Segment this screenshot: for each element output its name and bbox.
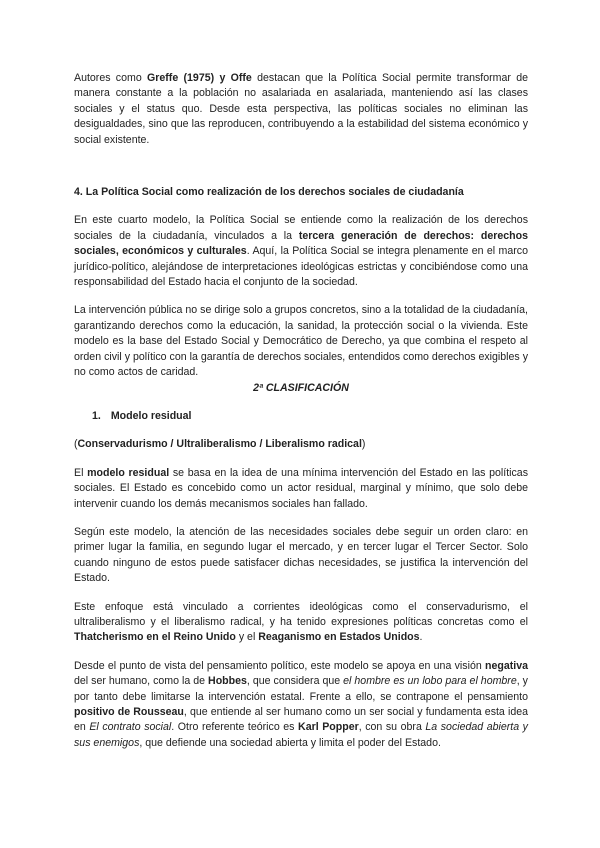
paragraph-greffe-offe	[74, 71, 528, 148]
bold-text: Thatcherismo en el Reino Unido	[74, 631, 236, 644]
text: se basa en la idea de una mínima intervención del Estado en las políticas sociales. El Estado es concebido como un actor residual, marginal y mínimo, que solo debe intervenir cuando los demás mecanismos sociales han fallado.	[74, 466, 528, 510]
paragraph-ideological-currents	[74, 600, 528, 646]
italic-text: El contrato social	[89, 721, 172, 734]
list-number: 1.	[92, 409, 101, 422]
bold-text: tercera generación de derechos: derechos sociales, económicos y culturales	[74, 229, 528, 258]
text: El	[74, 466, 88, 479]
section-4-title: 4. La Política Social como realización de los derechos sociales de ciudadanía	[74, 186, 464, 199]
text: En este cuarto modelo, la Política Social se entiende como la realización de los derechos sociales de la ciudadanía, vinculados a la	[74, 214, 528, 242]
paragraph-residual-definition	[74, 466, 528, 512]
paragraph-order-of-needs: Según este modelo, la atención de las necesidades sociales debe seguir un orden claro: en primer lugar la familia, en segundo lugar el mercado, y en tercer lugar el Tercer Sector. Solo cuando ninguno de estos puede satisfacer dichas necesidades, se justifica la intervención del Estado.	[74, 525, 528, 585]
subtitle-ideologies	[74, 437, 528, 452]
bold-text: Reaganismo en Estados Unidos	[258, 631, 420, 644]
text: Autores como	[74, 72, 148, 84]
bold-text: Conservadurismo / Ultraliberalismo / Liberalismo radical	[77, 438, 362, 451]
text: . Otro referente teórico es	[171, 721, 299, 734]
list-label: Modelo residual	[110, 409, 192, 422]
italic-text: La sociedad abierta y sus enemigos	[74, 721, 528, 749]
text: y el	[235, 631, 259, 644]
text: , que entiende al ser humano como un ser social y fundamenta esta idea en	[74, 706, 528, 734]
text: , y por tanto debe limitarse la intervención estatal. Frente a ello, se contrapone el pensamiento	[74, 675, 528, 703]
list-item-residual-model	[92, 409, 528, 424]
text: , que defiende una sociedad abierta y limita el poder del Estado.	[139, 736, 441, 749]
text: .	[419, 631, 423, 644]
bold-text: Karl Popper	[298, 721, 359, 734]
bold-text: negativa	[485, 659, 528, 672]
text: (	[74, 438, 78, 451]
paragraph-public-intervention: La intervención pública no se dirige solo a grupos concretos, sino a la totalidad de la ciudadanía, garantizando derechos como la educación, la sanidad, la protección social o la vivienda. Este modelo es la base del Estado Social y Democrático de Derecho, ya que combina el respeto al orden civil y político con la garantía de derechos sociales, entendidos como derechos exigibles y no como actos de caridad.	[74, 304, 528, 379]
text: destacan que la Política Social permite transformar de manera constante a la población no asalariada en asalariada, manteniendo así las clases sociales y el status quo. Desde esta perspectiva, las políticas sociales no eliminan las desigualdades, sino que las reproducen, contribuyendo a la estabilidad del sistema económico y social existente.	[74, 72, 528, 146]
text: Desde el punto de vista del pensamiento político, este modelo se apoya en una visión	[74, 659, 486, 672]
text: Este enfoque está vinculado a corrientes ideológicas como el conservadurismo, el ultraliberalismo y el liberalismo radical, y ha tenido expresiones políticas concretas como el	[74, 600, 528, 628]
text: . Aquí, la Política Social se integra plenamente en el marco jurídico-político, alejándose de interpretaciones ideológicas estrictas y concibiéndose como una responsabilidad del Estado hacia el conjunto de la sociedad.	[74, 245, 528, 289]
text: )	[361, 438, 366, 451]
paragraph-political-thought	[74, 659, 528, 751]
bold-text: Hobbes	[208, 675, 247, 688]
text: , que considera que	[246, 675, 344, 688]
bold-text: modelo residual	[87, 466, 170, 479]
bold-text: positivo de Rousseau	[74, 706, 184, 718]
classification-title: 2ª CLASIFICACIÓN	[253, 381, 349, 394]
paragraph-fourth-model	[74, 213, 528, 290]
text: del ser humano, como la de	[74, 675, 209, 688]
italic-text: el hombre es un lobo para el hombre	[343, 675, 517, 688]
bold-text: Greffe (1975) y Offe	[147, 72, 252, 84]
document-page	[74, 71, 528, 751]
text: , con su obra	[358, 721, 426, 734]
